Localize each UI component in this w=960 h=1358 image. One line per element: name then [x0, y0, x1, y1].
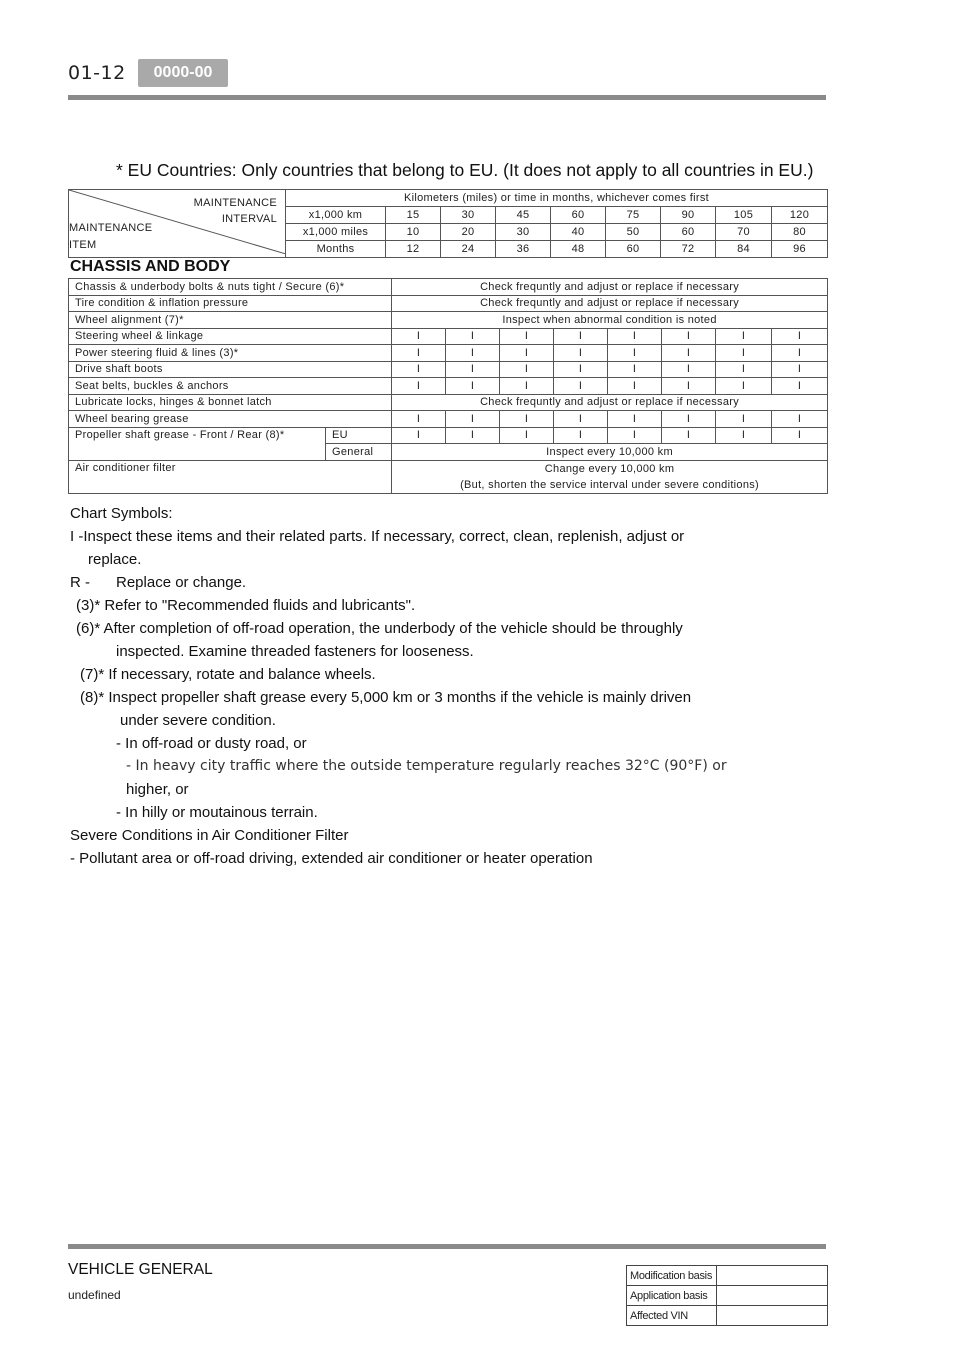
item-cell: I	[392, 345, 446, 362]
condition-2-line-2: higher, or	[126, 781, 189, 798]
item-cell: I	[608, 328, 662, 345]
footer-title: VEHICLE GENERAL	[68, 1261, 213, 1278]
interval-cell: 45	[496, 207, 551, 224]
item-cell: I	[554, 427, 608, 444]
corner-item: ITEM	[69, 239, 97, 251]
item-cell: I	[554, 378, 608, 395]
header-rule	[68, 95, 826, 100]
item-label: Air conditioner filter	[69, 460, 392, 493]
item-cell: I	[716, 411, 772, 428]
page-number: 01-12	[68, 62, 126, 84]
interval-row-label: x1,000 km	[286, 207, 386, 224]
note-6-line-1: (6)* After completion of off-road operation, the underbody of the vehicle should be throughly	[76, 620, 683, 637]
item-cell: I	[392, 427, 446, 444]
interval-cell: 120	[772, 207, 828, 224]
item-label: Power steering fluid & lines (3)*	[69, 345, 392, 362]
item-label: Steering wheel & linkage	[69, 328, 392, 345]
item-cell: I	[716, 345, 772, 362]
interval-cell: 70	[716, 224, 772, 241]
symbol-i-line-2: replace.	[88, 551, 142, 568]
table-row	[69, 345, 828, 362]
item-cell: I	[500, 361, 554, 378]
interval-cell: 80	[772, 224, 828, 241]
item-cell: I	[772, 345, 828, 362]
item-label: Chassis & underbody bolts & nuts tight / Secure (6)*	[69, 279, 392, 296]
condition-3: - In hilly or moutainous terrain.	[116, 804, 318, 821]
air-filter-line-1: Change every 10,000 km	[544, 462, 675, 475]
interval-cell: 90	[661, 207, 716, 224]
item-instruction: Check frequntly and adjust or replace if necessary	[392, 279, 828, 296]
item-sub-label-eu: EU	[326, 427, 392, 444]
item-cell: I	[500, 328, 554, 345]
interval-cell: 75	[606, 207, 661, 224]
table-row	[627, 1286, 828, 1306]
item-cell: I	[392, 411, 446, 428]
interval-cell: 50	[606, 224, 661, 241]
corner-maintenance-top: MAINTENANCE	[193, 197, 277, 209]
section-code-badge: 0000-00	[138, 59, 228, 87]
interval-cell: 12	[386, 241, 441, 258]
table-row	[627, 1266, 828, 1286]
item-cell: I	[772, 427, 828, 444]
symbol-r-prefix: R -	[70, 574, 90, 591]
interval-cell: 30	[496, 224, 551, 241]
interval-cell: 96	[772, 241, 828, 258]
severe-conditions-text: - Pollutant area or off-road driving, extended air conditioner or heater operation	[70, 850, 593, 867]
note-7: (7)* If necessary, rotate and balance wheels.	[80, 666, 376, 683]
item-cell: I	[392, 378, 446, 395]
air-filter-line-2: (But, shorten the service interval under severe conditions)	[460, 478, 760, 491]
item-instruction: Check frequntly and adjust or replace if necessary	[392, 295, 828, 312]
interval-cell: 60	[606, 241, 661, 258]
interval-row-label: Months	[286, 241, 386, 258]
condition-2-line-1: - In heavy city traffic where the outside temperature regularly reaches 32°C (90°F) or	[126, 758, 727, 774]
chassis-body-table	[68, 278, 828, 494]
interval-table	[68, 189, 828, 258]
item-cell: I	[446, 361, 500, 378]
footer-rule	[68, 1244, 826, 1249]
table-row	[69, 411, 828, 428]
table-row	[69, 295, 828, 312]
note-3: (3)* Refer to "Recommended fluids and lubricants".	[76, 597, 416, 614]
interval-cell: 20	[441, 224, 496, 241]
application-basis-value	[717, 1286, 828, 1306]
item-label: Wheel alignment (7)*	[69, 312, 392, 329]
affected-vin-value	[717, 1306, 828, 1326]
application-basis-label: Application basis	[627, 1286, 717, 1306]
note-8-line-2: under severe condition.	[120, 712, 276, 729]
interval-cell: 105	[716, 207, 772, 224]
item-cell: I	[446, 345, 500, 362]
condition-1: - In off-road or dusty road, or	[116, 735, 307, 752]
symbol-i-line-1: I -Inspect these items and their related parts. If necessary, correct, clean, replenish, adjust or	[70, 528, 685, 545]
item-cell: I	[554, 361, 608, 378]
interval-cell: 72	[661, 241, 716, 258]
item-cell: I	[446, 411, 500, 428]
item-cell: I	[662, 427, 716, 444]
interval-cell: 36	[496, 241, 551, 258]
item-cell: I	[772, 328, 828, 345]
table-row	[69, 279, 828, 296]
modification-basis-label: Modification basis	[627, 1266, 717, 1286]
item-cell: I	[392, 361, 446, 378]
interval-header-span: Kilometers (miles) or time in months, whichever comes first	[286, 190, 828, 207]
item-cell: I	[608, 427, 662, 444]
interval-cell: 15	[386, 207, 441, 224]
item-instruction: Inspect when abnormal condition is noted	[392, 312, 828, 329]
eu-note: * EU Countries: Only countries that belong to EU. (It does not apply to all countries in EU.)	[116, 160, 814, 180]
item-cell: I	[554, 328, 608, 345]
item-cell: I	[662, 361, 716, 378]
item-cell: I	[608, 378, 662, 395]
item-cell: I	[772, 411, 828, 428]
item-cell: I	[554, 345, 608, 362]
item-instruction	[392, 460, 828, 493]
interval-cell: 40	[551, 224, 606, 241]
modification-basis-value	[717, 1266, 828, 1286]
symbol-r-text: Replace or change.	[116, 574, 247, 591]
item-cell: I	[716, 328, 772, 345]
interval-cell: 60	[551, 207, 606, 224]
item-label: Tire condition & inflation pressure	[69, 295, 392, 312]
item-cell: I	[662, 345, 716, 362]
interval-row-label: x1,000 miles	[286, 224, 386, 241]
item-label: Drive shaft boots	[69, 361, 392, 378]
item-cell: I	[716, 378, 772, 395]
item-cell: I	[500, 345, 554, 362]
table-row	[69, 328, 828, 345]
interval-cell: 30	[441, 207, 496, 224]
item-cell: I	[608, 411, 662, 428]
item-cell: I	[662, 328, 716, 345]
item-cell: I	[500, 378, 554, 395]
footer-subtitle: undefined	[68, 1288, 121, 1302]
item-instruction: Inspect every 10,000 km	[392, 444, 828, 461]
table-row	[69, 460, 828, 493]
item-cell: I	[662, 411, 716, 428]
table-row	[69, 378, 828, 395]
corner-maintenance-bottom: MAINTENANCE	[69, 222, 153, 234]
item-label: Propeller shaft grease - Front / Rear (8)*	[69, 427, 326, 460]
item-instruction: Check frequntly and adjust or replace if necessary	[392, 394, 828, 411]
item-label: Wheel bearing grease	[69, 411, 392, 428]
item-cell: I	[608, 361, 662, 378]
item-cell: I	[500, 411, 554, 428]
severe-conditions-title: Severe Conditions in Air Conditioner Filter	[70, 827, 349, 844]
table-row	[69, 312, 828, 329]
interval-cell: 24	[441, 241, 496, 258]
item-label: Lubricate locks, hinges & bonnet latch	[69, 394, 392, 411]
item-label: Seat belts, buckles & anchors	[69, 378, 392, 395]
note-8-line-1: (8)* Inspect propeller shaft grease every 5,000 km or 3 months if the vehicle is mainly driven	[80, 689, 692, 706]
item-cell: I	[554, 411, 608, 428]
note-6-line-2: inspected. Examine threaded fasteners for looseness.	[116, 643, 474, 660]
item-cell: I	[392, 328, 446, 345]
table-row	[69, 361, 828, 378]
item-cell: I	[662, 378, 716, 395]
table-row	[627, 1306, 828, 1326]
item-cell: I	[772, 378, 828, 395]
item-cell: I	[500, 427, 554, 444]
modification-table	[626, 1265, 828, 1326]
interval-cell: 48	[551, 241, 606, 258]
item-cell: I	[608, 345, 662, 362]
affected-vin-label: Affected VIN	[627, 1306, 717, 1326]
symbols-title: Chart Symbols:	[70, 505, 173, 522]
item-cell: I	[772, 361, 828, 378]
interval-cell: 84	[716, 241, 772, 258]
table-row	[69, 394, 828, 411]
item-sub-label-general: General	[326, 444, 392, 461]
table-row	[69, 427, 828, 444]
section-heading: CHASSIS AND BODY	[70, 258, 231, 275]
interval-cell: 10	[386, 224, 441, 241]
item-cell: I	[716, 361, 772, 378]
interval-cell: 60	[661, 224, 716, 241]
item-cell: I	[446, 378, 500, 395]
item-cell: I	[716, 427, 772, 444]
corner-interval: INTERVAL	[221, 213, 277, 225]
interval-corner-cell	[69, 190, 286, 258]
item-cell: I	[446, 427, 500, 444]
item-cell: I	[446, 328, 500, 345]
